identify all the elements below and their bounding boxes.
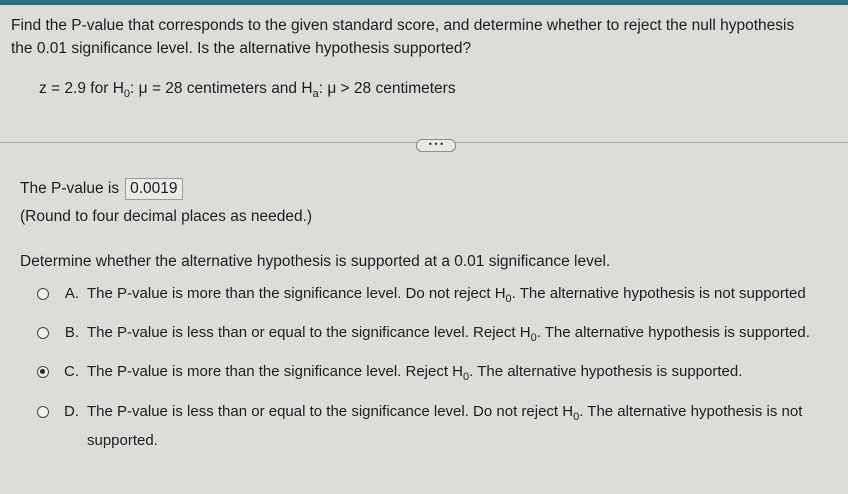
pvalue-answer-field[interactable]: 0.0019	[125, 178, 182, 200]
radio-button-d[interactable]	[37, 406, 49, 418]
option-d[interactable]	[37, 403, 837, 452]
radio-button-a[interactable]	[37, 288, 49, 300]
option-a-text[interactable]	[87, 282, 806, 311]
pvalue-label: The P-value is	[20, 180, 120, 197]
option-b-text-pre: The P-value is less than or equal to the significance level. Reject H	[87, 324, 531, 341]
null-hypothesis-expr: : μ = 28 centimeters and	[130, 80, 298, 97]
option-a-letter: A.	[64, 285, 79, 302]
option-d-text-pre: The P-value is less than or equal to the significance level. Do not reject H	[87, 403, 574, 420]
rounding-note: (Round to four decimal places as needed.)	[20, 208, 313, 225]
alt-hypothesis-subscript: a	[312, 88, 319, 101]
option-c-subscript: 0	[463, 371, 470, 383]
z-score: z = 2.9	[39, 80, 86, 97]
option-a-text-post: . The alternative hypothesis is not supported	[511, 285, 806, 302]
option-d-subscript: 0	[573, 411, 580, 423]
for-word: for	[90, 80, 109, 97]
option-b[interactable]	[37, 324, 837, 350]
option-a[interactable]	[37, 285, 837, 311]
determine-prompt: Determine whether the alternative hypothesis is supported at a 0.01 significance level.	[20, 253, 611, 270]
option-c-text[interactable]	[87, 360, 742, 389]
more-options-button[interactable]: • • •	[416, 139, 456, 152]
option-c-letter: C.	[64, 363, 79, 380]
option-d-text[interactable]	[87, 400, 822, 452]
option-d-text-post: . The alternative hypothesis is not supported.	[87, 403, 803, 449]
alt-hypothesis-symbol: H	[301, 80, 313, 97]
prompt-line-2: the 0.01 significance level. Is the alternative hypothesis supported?	[11, 40, 472, 57]
option-b-text-post: . The alternative hypothesis is supported.	[536, 324, 810, 341]
prompt-line-1: Find the P-value that corresponds to the given standard score, and determine whether to reject the null hypothesis	[11, 17, 795, 34]
top-bar	[0, 0, 848, 5]
radio-button-b[interactable]	[37, 327, 49, 339]
pvalue-row	[20, 178, 183, 200]
option-a-subscript: 0	[505, 293, 512, 305]
option-b-subscript: 0	[530, 332, 537, 344]
option-d-letter: D.	[64, 403, 79, 420]
given-hypotheses	[39, 80, 456, 100]
question-prompt	[11, 14, 848, 60]
option-c-text-pre: The P-value is more than the significance level. Reject H	[87, 363, 464, 380]
alt-hypothesis-expr: : μ > 28 centimeters	[318, 80, 456, 97]
option-c-text-post: . The alternative hypothesis is supported.	[469, 363, 743, 380]
null-hypothesis-subscript: 0	[123, 88, 131, 101]
option-c[interactable]	[37, 363, 837, 389]
option-b-text[interactable]	[87, 321, 810, 350]
radio-button-c-selected[interactable]	[37, 366, 49, 378]
option-a-text-pre: The P-value is more than the significance level. Do not reject H	[87, 285, 506, 302]
null-hypothesis-symbol: H	[112, 80, 124, 97]
option-b-letter: B.	[64, 324, 79, 341]
